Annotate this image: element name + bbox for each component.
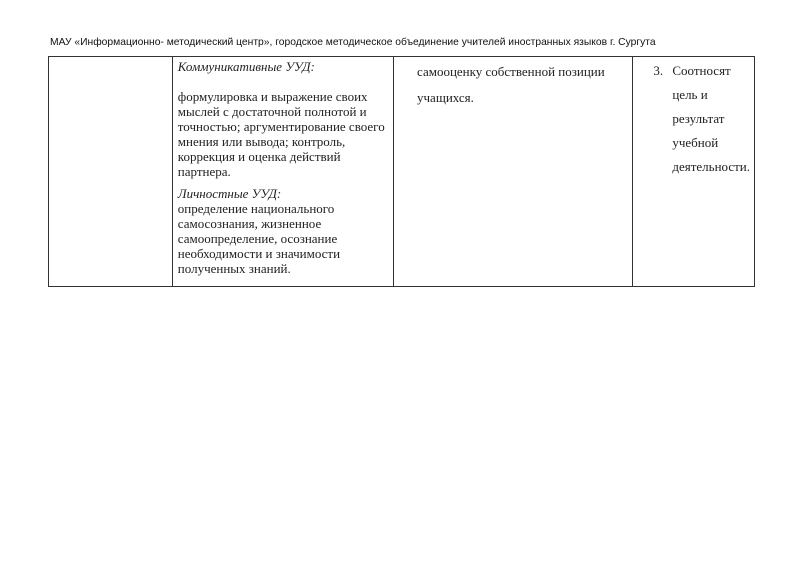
personal-uud-text: определение национального самосознания, жизненное самоопределение, осознание необходимости и значимости полученных знаний. [177,201,341,276]
page-header: МАУ «Информационно- методический центр», городское методическое объединение учителей иностранных языков г. Сургута [50,37,656,48]
lesson-table [48,56,755,287]
table-cell-student-activity [633,57,755,287]
communicative-uud-title: Коммуникативные УУД: [177,59,315,74]
personal-uud-title: Личностные УУД: [177,186,282,201]
table-row [49,57,755,287]
communicative-uud-text: формулировка и выражение своих мыслей с достаточной полнотой и точностью; аргументирование своего мнения или вывода; контроль, коррекция и оценка действий партнера. [177,89,385,179]
list-number: 3. [653,63,664,78]
table-cell-empty [49,57,173,287]
table-cell-assessment: самооценку собственной позиции учащихся. [394,57,633,287]
list-item [653,59,750,179]
list-item-text: Соотносят цель и результат учебной деятельности. [672,63,751,174]
table-cell-uud [172,57,393,287]
